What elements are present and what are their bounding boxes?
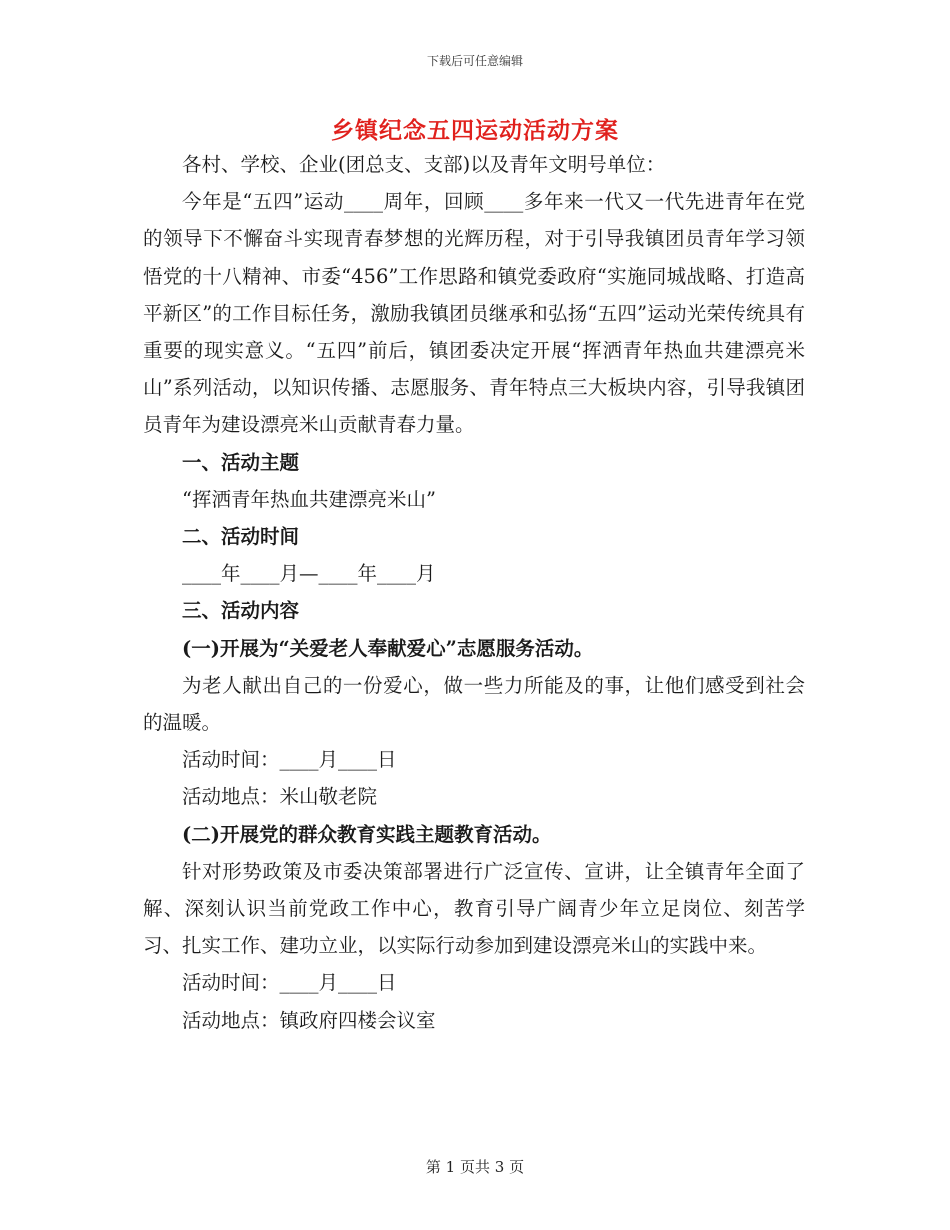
- salutation: 各村、学校、企业(团总支、支部)以及青年文明号单位：: [182, 153, 666, 176]
- page-footer: 第 1 页共 3 页: [425, 1158, 525, 1176]
- section1-text: “挥洒青年热血共建漂亮米山”: [182, 487, 436, 511]
- section2-text: ____年____月—____年____月: [182, 562, 436, 586]
- section3-heading: 三、活动内容: [182, 599, 300, 623]
- sub1-text: 为老人献出自己的一份爱心，做一些力所能及的事，让他们感受到社会的温暖。: [143, 673, 805, 735]
- page-header: 下载后可任意编辑: [426, 54, 523, 68]
- sub2-heading: (二)开展党的群众教育实践主题教育活动。: [182, 822, 552, 846]
- sub1-place: 活动地点：米山敬老院: [182, 785, 378, 809]
- sub1-heading: (一)开展为“关爱老人奉献爱心”志愿服务活动。: [182, 636, 594, 660]
- sub2-place: 活动地点：镇政府四楼会议室: [182, 1008, 436, 1032]
- document-title: 乡镇纪念五四运动活动方案: [331, 117, 619, 144]
- section2-heading: 二、活动时间: [182, 525, 300, 549]
- intro-paragraph: 今年是“五四”运动____周年，回顾____多年来一代又一代先进青年在党的领导下不懈奋斗实现青春梦想的光辉历程，对于引导我镇团员青年学习领悟党的十八精神、市委“456”工作思路和镇党委政府“实施同城战略、打造高平新区”的工作目标任务，激励我镇团员继承和弘扬“五四”运动光荣传统具有重要的现实意义。“五四”前后，镇团委决定开展“挥洒青年热血共建漂亮米山”系列活动，以知识传播、志愿服务、青年特点三大板块内容，引导我镇团员青年为建设漂亮米山贡献青春力量。: [143, 190, 805, 437]
- section1-heading: 一、活动主题: [182, 450, 300, 474]
- sub1-time: 活动时间：____月____日: [182, 748, 397, 772]
- sub2-text: 针对形势政策及市委决策部署进行广泛宣传、宣讲，让全镇青年全面了解、深刻认识当前党政工作中心，教育引导广阔青少年立足岗位、刻苦学习、扎实工作、建功立业，以实际行动参加到建设漂亮米山的实践中来。: [143, 859, 805, 958]
- sub2-time: 活动时间：____月____日: [182, 971, 397, 995]
- document-body: [143, 146, 805, 1039]
